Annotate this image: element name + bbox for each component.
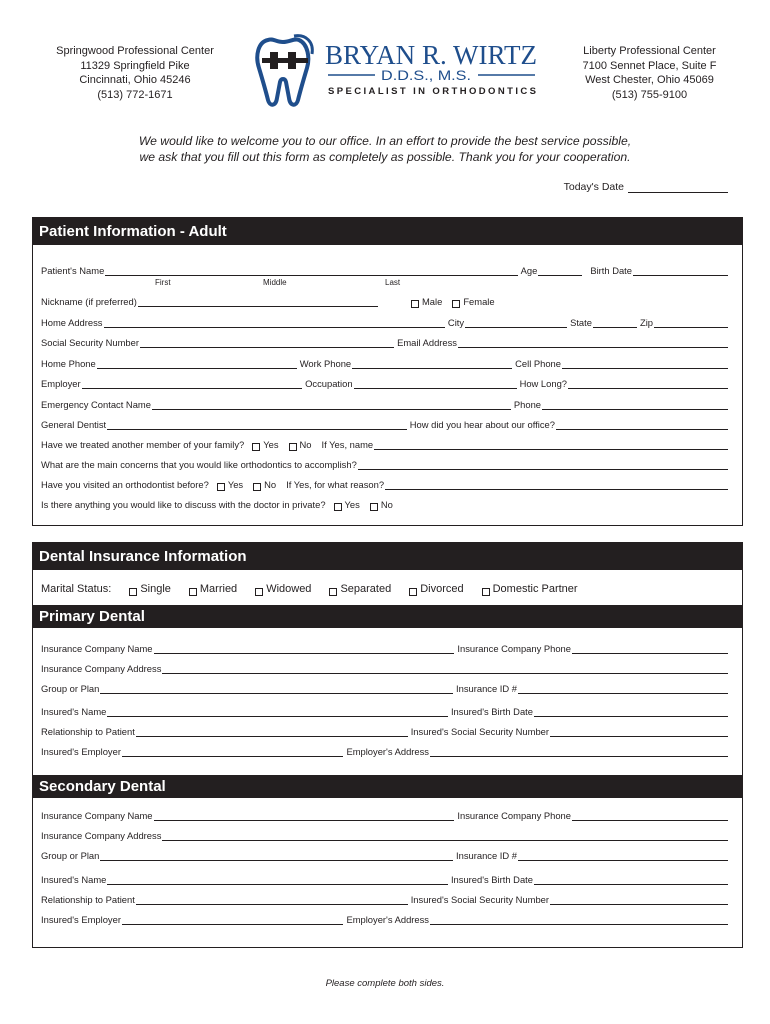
field-label: Zip [639,317,653,328]
secondary-dental-title: Secondary Dental [33,775,742,798]
nickname-row [41,295,381,309]
secondary-company-row [41,809,728,823]
secondary-insured-employer-field[interactable] [122,914,343,925]
field-label: Is there anything you would like to discuss with the doctor in private? [41,499,326,510]
tooth-with-braces-icon [257,36,312,105]
marital-option-widowed[interactable] [255,581,311,597]
patient-name-field[interactable] [105,265,517,276]
field-label: Insurance Company Phone [457,643,571,654]
field-label: Employer's Address [346,914,429,925]
address-line: (513) 755-9100 [611,88,688,101]
field-label: Insurance Company Phone [457,810,571,821]
address-line: West Chester, Ohio 45069 [585,74,714,86]
field-label: How did you hear about our office? [409,419,555,430]
field-label: State [570,317,592,328]
welcome-line: We would like to welcome you to our office. In an effort to provide the best service possible, [138,134,632,148]
field-label: Employer [41,378,81,389]
primary-employer-address-field[interactable] [430,746,728,757]
field-label: Home Address [41,317,103,328]
primary-insured-birth-field[interactable] [534,706,728,717]
secondary-company-address-field[interactable] [162,830,728,841]
option-label: Female [463,296,495,307]
secondary-group-field[interactable] [100,850,453,861]
field-label: Marital Status: [41,583,112,595]
field-label: What are the main concerns that you would like orthodontics to accomplish? [41,459,357,470]
phone-row [41,357,728,371]
marital-option-married[interactable] [189,581,237,597]
treated-no-option[interactable] [289,438,312,452]
primary-insured-ssn-field[interactable] [550,726,728,737]
logo-name: BRYAN R. WIRTZ [325,40,537,70]
address-line: (513) 772-1671 [97,88,173,101]
concerns-row [41,458,728,472]
middle-sublabel: Middle [263,278,287,287]
visited-orthodontist-row [41,478,728,492]
field-label: Nickname (if preferred) [41,296,137,307]
option-label: No [380,499,393,510]
primary-insurance-id-field[interactable] [518,683,728,694]
field-label: Insured's Name [41,706,107,717]
option-label: Separated [340,583,392,595]
field-label: If Yes, for what reason? [286,479,385,490]
private-discussion-row [41,498,728,512]
city-field[interactable] [465,317,567,328]
secondary-address-row [41,829,728,843]
left-office-address [40,44,230,102]
secondary-relationship-field[interactable] [136,894,408,905]
field-label: Social Security Number [41,337,139,348]
employer-row [41,377,728,391]
how-long-field[interactable] [568,378,728,389]
emergency-row [41,398,728,412]
primary-company-row [41,642,728,656]
private-no-checkbox[interactable] [370,503,378,511]
age-field[interactable] [538,265,582,276]
welcome-line: we ask that you fill out this form as completely as possible. Thank you for your cooperation. [139,150,631,164]
right-office-address [562,44,737,102]
primary-company-name-field[interactable] [154,643,455,654]
treated-yes-option[interactable] [252,438,278,452]
employer-field[interactable] [82,378,303,389]
ssn-field[interactable] [140,337,394,348]
option-label: Male [422,296,443,307]
visit-reason-field[interactable] [385,479,728,490]
visited-yes-checkbox[interactable] [217,483,225,491]
home-phone-field[interactable] [97,358,297,369]
option-label: Yes [263,439,279,450]
primary-group-row [41,682,728,696]
option-label: Married [199,583,238,595]
field-label: Phone [513,399,541,410]
option-label: Yes [344,499,360,510]
option-label: Yes [227,479,244,490]
logo-degree: D.D.S., M.S. [381,67,471,83]
secondary-employer-row [41,913,728,927]
dental-insurance-section [32,542,743,948]
field-label: Insured's Social Security Number [410,726,549,737]
married-checkbox[interactable] [189,588,197,596]
occupation-field[interactable] [354,378,517,389]
treated-no-checkbox[interactable] [289,443,297,451]
field-label: Group or Plan [41,850,100,861]
welcome-message [40,133,730,165]
marital-option-single[interactable] [129,581,171,597]
footer-note: Please complete both sides. [325,978,445,989]
field-label: Occupation [305,378,353,389]
field-label: Work Phone [299,358,352,369]
practice-logo [250,30,545,110]
private-no-option[interactable] [370,498,393,512]
secondary-group-row [41,849,728,863]
field-label: If Yes, name [321,439,374,450]
field-label: General Dentist [41,419,107,430]
section-title: Patient Information - Adult [33,218,742,245]
secondary-company-phone-field[interactable] [572,810,728,821]
marital-option-domestic-partner[interactable] [482,581,578,597]
primary-employer-row [41,745,728,759]
patient-name-row [41,264,728,278]
primary-company-address-field[interactable] [162,663,728,674]
todays-date-field[interactable] [628,182,728,193]
dentist-row [41,418,728,432]
option-label: No [299,439,312,450]
option-label: Single [140,583,171,595]
primary-dental-title: Primary Dental [33,605,742,628]
male-option[interactable] [411,295,442,309]
primary-relationship-row [41,725,728,739]
private-yes-option[interactable] [334,498,360,512]
todays-date-row [564,181,728,193]
section-title: Dental Insurance Information [33,543,742,570]
field-label: Insurance Company Address [41,830,162,841]
address-line: 7100 Sennet Place, Suite F [582,59,717,72]
emergency-phone-field[interactable] [542,399,728,410]
last-sublabel: Last [385,278,401,287]
email-field[interactable] [458,337,728,348]
field-label: Insurance ID # [456,850,517,861]
family-treated-row [41,438,728,452]
field-label: Insured's Birth Date [450,874,533,885]
separated-checkbox[interactable] [329,588,337,596]
visited-no-checkbox[interactable] [253,483,261,491]
primary-insured-name-field[interactable] [107,706,448,717]
secondary-employer-address-field[interactable] [430,914,728,925]
primary-relationship-field[interactable] [136,726,408,737]
birth-date-field[interactable] [633,265,728,276]
secondary-insurance-id-field[interactable] [518,850,728,861]
secondary-relationship-row [41,893,728,907]
emergency-contact-field[interactable] [152,399,511,410]
marital-option-divorced[interactable] [409,581,463,597]
visited-yes-option[interactable] [217,478,243,492]
address-line: Liberty Professional Center [583,45,716,57]
work-phone-field[interactable] [352,358,512,369]
field-label: Have we treated another member of your family? [41,439,245,450]
field-label: Age [520,265,538,276]
primary-insured-row [41,705,728,719]
primary-group-field[interactable] [100,683,453,694]
first-sublabel: First [155,278,171,287]
female-option[interactable] [452,295,494,309]
field-label: Insurance Company Name [41,810,153,821]
field-label: Email Address [397,337,457,348]
primary-company-phone-field[interactable] [572,643,728,654]
option-label: Widowed [266,583,312,595]
address-row [41,316,728,330]
secondary-company-name-field[interactable] [154,810,455,821]
field-label: How Long? [519,378,567,389]
todays-date-label: Today's Date [563,181,624,193]
patient-information-section [32,217,743,526]
secondary-insured-name-field[interactable] [107,874,448,885]
field-label: Home Phone [41,358,96,369]
field-label: Insured's Employer [41,746,121,757]
option-label: Domestic Partner [492,583,578,595]
concerns-field[interactable] [358,459,728,470]
field-label: Insured's Name [41,874,107,885]
private-yes-checkbox[interactable] [334,503,342,511]
field-label: Group or Plan [41,683,100,694]
field-label: Have you visited an orthodontist before? [41,479,209,490]
treated-yes-checkbox[interactable] [252,443,260,451]
domestic-partner-checkbox[interactable] [482,588,490,596]
address-line: 11329 Springfield Pike [80,59,190,72]
primary-address-row [41,662,728,676]
field-label: Relationship to Patient [41,894,135,905]
field-label: Relationship to Patient [41,726,135,737]
secondary-insured-row [41,873,728,887]
home-address-field[interactable] [104,317,445,328]
logo-tagline: SPECIALIST IN ORTHODONTICS [328,86,536,97]
option-label: No [264,479,277,490]
gender-row [411,295,505,309]
widowed-checkbox[interactable] [255,588,263,596]
option-label: Divorced [420,583,464,595]
field-label: Insured's Social Security Number [410,894,549,905]
visited-no-option[interactable] [253,478,276,492]
marital-status-row [41,581,728,597]
referral-source-field[interactable] [556,419,728,430]
secondary-insured-birth-field[interactable] [534,874,728,885]
female-checkbox[interactable] [452,300,460,308]
field-label: Cell Phone [515,358,561,369]
field-label: Insurance Company Name [41,643,153,654]
field-label: City [447,317,465,328]
address-line: Cincinnati, Ohio 45246 [79,74,191,86]
field-label: Employer's Address [346,746,429,757]
field-label: Insurance Company Address [41,663,162,674]
nickname-field[interactable] [138,296,378,307]
field-label: Emergency Contact Name [41,399,151,410]
single-checkbox[interactable] [129,588,137,596]
marital-option-separated[interactable] [329,581,391,597]
family-member-name-field[interactable] [374,439,728,450]
field-label: Birth Date [590,265,632,276]
address-line: Springwood Professional Center [56,45,214,57]
state-field[interactable] [593,317,637,328]
field-label: Patient's Name [41,265,105,276]
field-label: Insurance ID # [456,683,517,694]
general-dentist-field[interactable] [107,419,407,430]
male-checkbox[interactable] [411,300,419,308]
primary-insured-employer-field[interactable] [122,746,343,757]
field-label: Insured's Employer [41,914,121,925]
divorced-checkbox[interactable] [409,588,417,596]
secondary-insured-ssn-field[interactable] [550,894,728,905]
zip-field[interactable] [654,317,728,328]
ssn-email-row [41,336,728,350]
cell-phone-field[interactable] [562,358,728,369]
field-label: Insured's Birth Date [450,706,533,717]
